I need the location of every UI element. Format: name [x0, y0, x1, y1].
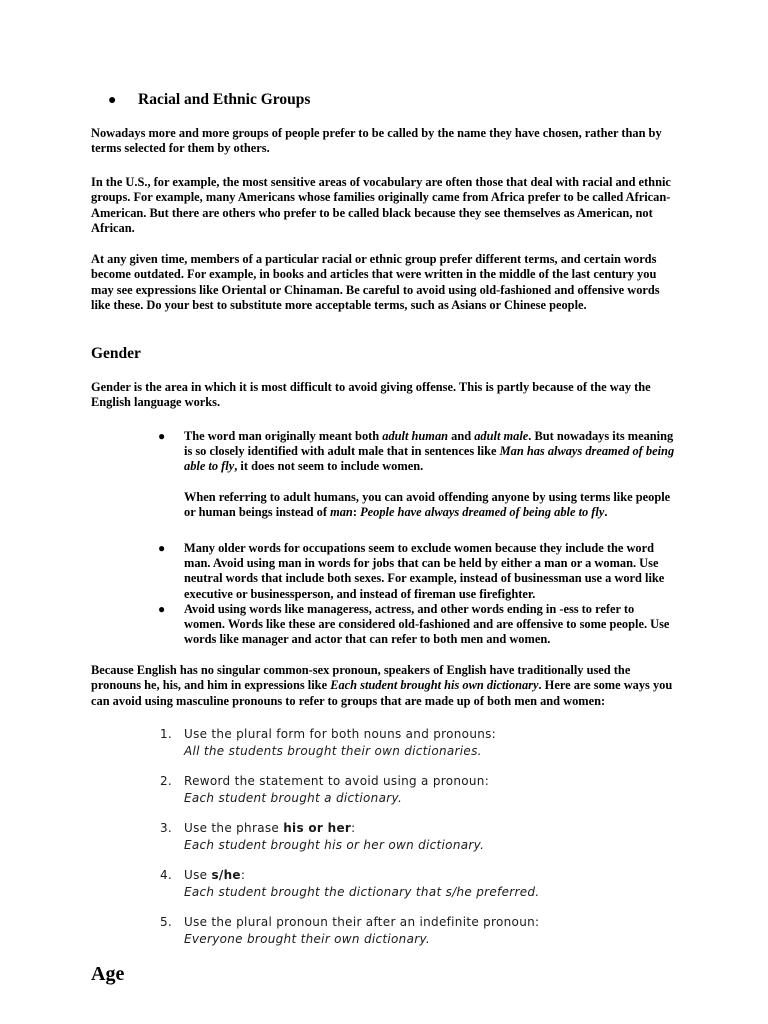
- paragraph-pronouns: Because English has no singular common-sex pronoun, speakers of English have traditionally used the pronouns he, his, and him in expressions like Each student brought his own dictionary. Here are some ways you can avoid using masculine pronouns to refer to groups that are made up of both men and women:: [91, 663, 673, 708]
- bullet-list-man: [158, 429, 678, 520]
- example-text: Everyone brought their own dictionary.: [184, 932, 431, 946]
- bullet-dot-icon: ●: [108, 93, 117, 108]
- bullet-ess-text: Avoid using words like manageress, actress, and other words ending in -ess to refer to women. Words like these are considered old-fashioned and are offensive to some people. Use words like manager and actor that can refer to both men and women.: [184, 601, 670, 647]
- bullet-occupations-text: Many older words for occupations seem to exclude women because they include the word man. Avoid using man in words for jobs that can be held by either a man or a woman. Use neutral words that include both sexes. For example, instead of businessman use a word like executive or businessperson, and instead of fireman use firefighter.: [184, 541, 665, 601]
- example-text: All the students brought their own dictionaries.: [184, 744, 482, 758]
- list-item-text: Use the plural form for both nouns and pronouns: All the students brought their own dictionaries.: [184, 726, 684, 760]
- list-number: 4.: [160, 868, 173, 882]
- list-item-text: Use s/he: Each student brought the dictionary that s/he preferred.: [184, 867, 684, 901]
- list-item-text: Reword the statement to avoid using a pronoun: Each student brought a dictionary.: [184, 773, 684, 807]
- example-text: Each student brought a dictionary.: [184, 791, 403, 805]
- heading-text: Racial and Ethnic Groups: [138, 91, 311, 108]
- paragraph-intro: Nowadays more and more groups of people prefer to be called by the name they have chosen, rather than by terms selected for them by others.: [91, 126, 662, 156]
- bullet-man-text: The word man originally meant both adult human and adult male. But nowadays its meaning is so closely identified with adult male that in sentences like Man has always dreamed of being able to fly, it does not seem to include women.: [184, 429, 675, 474]
- list-item: [158, 602, 678, 648]
- list-item-text: Use the plural pronoun their after an indefinite pronoun: Everyone brought their own dictionary.: [184, 914, 684, 948]
- list-item: [158, 429, 678, 520]
- list-item: [158, 541, 678, 602]
- example-text: Each student brought the dictionary that s/he preferred.: [184, 885, 540, 899]
- bullet-list-occupations: [158, 541, 678, 647]
- bullet-man-subtext: When referring to adult humans, you can avoid offending anyone by using terms like people or human beings instead of man: People have always dreamed of being able to fly.: [184, 489, 671, 519]
- list-item-text: Use the phrase his or her: Each student brought his or her own dictionary.: [184, 820, 684, 854]
- heading-gender: Gender: [91, 345, 141, 362]
- example-text: Each student brought his or her own dictionary.: [184, 838, 485, 852]
- heading-racial-ethnic: [108, 91, 310, 110]
- list-number: 1.: [160, 727, 173, 741]
- bullet-dot-icon: ●: [158, 541, 166, 555]
- paragraph-us-example: In the U.S., for example, the most sensitive areas of vocabulary are often those that deal with racial and ethnic groups. For example, many Americans whose families originally came from Africa prefer to be called African-American. But there are others who prefer to be called black because they see themselves as American, not African.: [91, 175, 671, 236]
- bullet-dot-icon: ●: [158, 429, 166, 443]
- list-number: 3.: [160, 821, 173, 835]
- bullet-dot-icon: ●: [158, 601, 166, 616]
- list-number: 5.: [160, 915, 173, 929]
- paragraph-outdated-terms: At any given time, members of a particular racial or ethnic group prefer different terms, and certain words become outdated. For example, in books and articles that were written in the middle of the last century you may see expressions like Oriental or Chinaman. Be careful to avoid using old-fashioned and offensive words like these. Do your best to substitute more acceptable terms, such as Asians or Chinese people.: [91, 252, 660, 313]
- heading-age: Age: [91, 963, 125, 985]
- paragraph-gender-intro: Gender is the area in which it is most difficult to avoid giving offense. This is partly because of the way the English language works.: [91, 380, 651, 410]
- list-number: 2.: [160, 774, 173, 788]
